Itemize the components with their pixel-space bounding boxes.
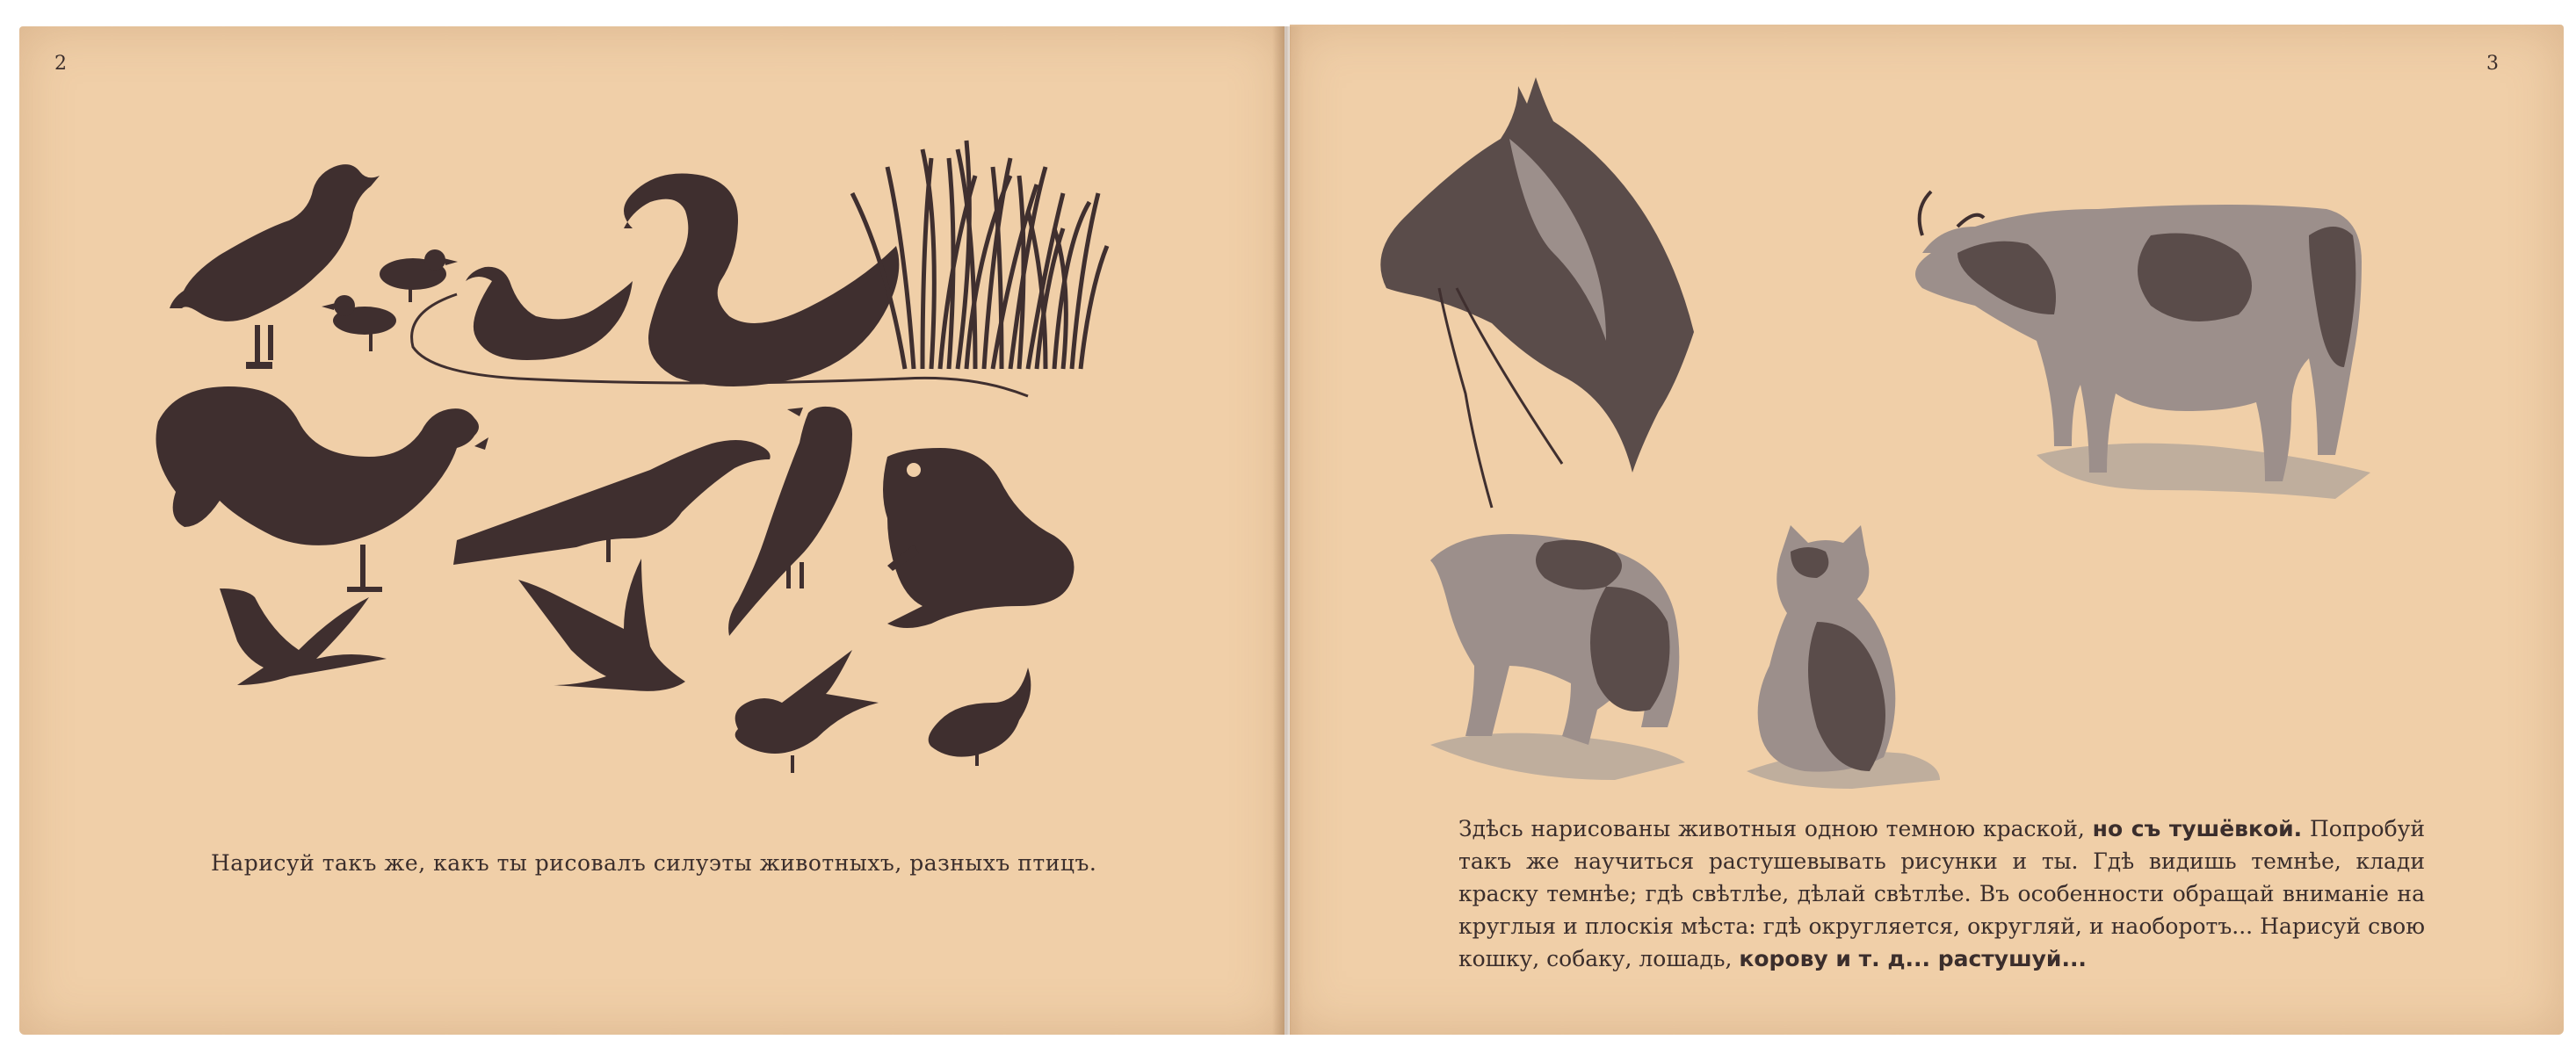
magpie-silhouette bbox=[453, 440, 771, 565]
rooster-silhouette bbox=[156, 386, 489, 592]
left-caption: Нарисуй такъ же, какъ ты рисовалъ силуэты животныхъ, разныхъ птицъ. bbox=[211, 850, 1097, 876]
crow-silhouette bbox=[728, 407, 852, 636]
horse-head-drawing bbox=[1380, 77, 1694, 508]
duckling-silhouette bbox=[322, 249, 458, 351]
swallow-silhouette bbox=[220, 559, 685, 691]
dog-drawing bbox=[1430, 534, 1685, 780]
frog-silhouette bbox=[883, 448, 1075, 628]
right-page-text bbox=[1458, 812, 2425, 975]
text-bold-1: но съ тушёвкой. bbox=[2092, 816, 2303, 841]
text-part-1: Здѣсь нарисованы животныя одною темною краской, bbox=[1458, 816, 2085, 841]
cow-drawing bbox=[1915, 191, 2370, 499]
swimming-duck-silhouette bbox=[466, 267, 633, 360]
text-part-2: Попробуй такъ же научиться растушевывать рисунки и ты. Гдѣ видишь темнѣе, клади краску темнѣе; гдѣ свѣтлѣе, дѣлай свѣтлѣе. Въ особенности обращай вниманіе на круглыя и плоскія мѣста: гдѣ округляется, округляй, и наоборотъ... Нарисуй свою кошку, собаку, лошадь, bbox=[1458, 816, 2425, 971]
cat-drawing bbox=[1747, 525, 1940, 789]
text-bold-2: корову и т. д... растушуй... bbox=[1739, 946, 2087, 971]
right-page-number: 3 bbox=[2486, 53, 2499, 75]
sparrow-silhouette bbox=[735, 650, 1031, 773]
left-page-number: 2 bbox=[54, 53, 67, 75]
duck-silhouette bbox=[170, 164, 380, 369]
